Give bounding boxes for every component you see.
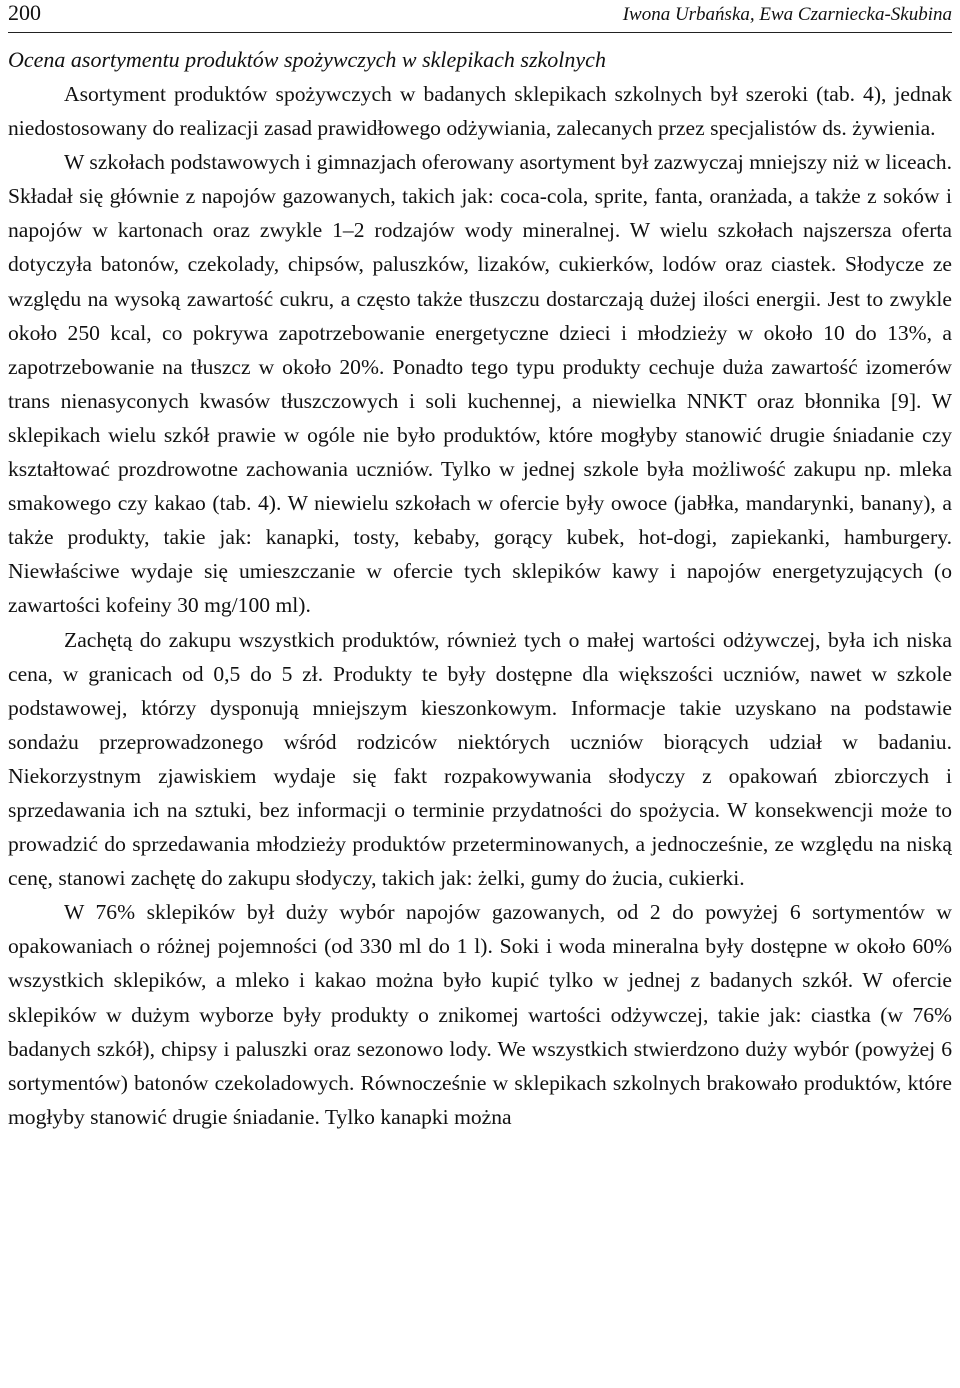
paragraph: Zachętą do zakupu wszystkich produktów, również tych o małej wartości odżywczej, była ich niska cena, w granicach od 0,5 do 5 zł. Produkty te były dostępne dla większości uczniów, nawet w szkole podstawowej, którzy dysponują mniejszym kieszonkowym. Informacje takie uzyskano na podstawie sondażu przeprowadzonego wśród rodziców niektórych uczniów biorących udział w badaniu. Niekorzystnym zjawiskiem wydaje się fakt rozpakowywania słodyczy z opakowań zbiorczych i sprzedawania ich na sztuki, bez informacji o terminie przydatności do spożycia. W konsekwencji może to prowadzić do sprzedawania młodzieży produktów przeterminowanych, a jednocześnie, ze względu na niską cenę, stanowi zachętę do zakupu słodyczy, takich jak: żelki, gumy do żucia, cukierki. — [8, 627, 952, 891]
paragraph: W szkołach podstawowych i gimnazjach oferowany asortyment był zazwyczaj mniejszy niż w liceach. Składał się głównie z napojów gazowanych, takich jak: coca-cola, sprite, fanta, oranżada, a także z soków i napojów w kartonach oraz zwykle 1–2 rodzajów wody mineralnej. W wielu szkołach najszersza oferta dotyczyła batonów, czekolady, chipsów, paluszków, lizaków, cukierków, lodów oraz ciastek. Słodycze ze względu na wysoką zawartość cukru, a często także tłuszczu dostarczają dużej ilości energii. Jest to zwykle około 250 kcal, co pokrywa zapotrzebowanie energetyczne dzieci i młodzieży w około 10 do 13%, a zapotrzebowanie na tłuszcz w około 20%. Ponadto tego typu produkty cechuje duża zawartość izomerów trans nienasyconych kwasów tłuszczowych i soli kuchennej, a niewielka NNKT oraz błonnika [9]. W sklepikach wielu szkół prawie w ogóle nie było produktów, które mogłyby stanowić drugie śniadanie czy kształtować prozdrowotne zachowania uczniów. Tylko w jednej szkole była możliwość zakupu np. mleka smakowego czy kakao (tab. 4). W niewielu szkołach w ofercie były owoce (jabłka, mandarynki, banany), a także produkty, takie jak: kanapki, tosty, kebaby, gorący kubek, hot-dogi, zapiekanki, hamburgery. Niewłaściwe wydaje się umieszczanie w ofercie tych sklepików kawy i napojów energetyzujących (o zawartości kofeiny 30 mg/100 ml). — [8, 150, 952, 618]
paragraph: Asortyment produktów spożywczych w badanych sklepikach szkolnych był szeroki (tab. 4), jednak niedostosowany do realizacji zasad prawidłowego odżywiania, zalecanych przez specjalistów ds. żywienia. — [8, 82, 952, 141]
paragraph: W 76% sklepików był duży wybór napojów gazowanych, od 2 do powyżej 6 sortymentów w opakowaniach o różnej pojemności (od 330 ml do 1 l). Soki i woda mineralna były dostępne w około 60% wszystkich sklepików, a mleko i kakao można było kupić tylko w jednej z badanych szkół. W ofercie sklepików w dużym wyborze były produkty o znikomej wartości odżywczej, takie jak: ciastka (w 76% badanych szkół), chipsy i paluszki oraz sezonowo lody. We wszystkich stwierdzono duży wybór (powyżej 6 sortymentów) batonów czekoladowych. Równocześnie w sklepikach szkolnych brakowało produktów, które mogłyby stanowić drugie śniadanie. Tylko kanapki można — [8, 900, 952, 1129]
document-page — [8, 0, 952, 1388]
page-number: 200 — [8, 0, 41, 25]
section-title: Ocena asortymentu produktów spożywczych w sklepikach szkolnych — [8, 47, 606, 72]
page-header — [8, 0, 952, 33]
running-head-authors: Iwona Urbańska, Ewa Czarniecka-Skubina — [622, 4, 952, 25]
